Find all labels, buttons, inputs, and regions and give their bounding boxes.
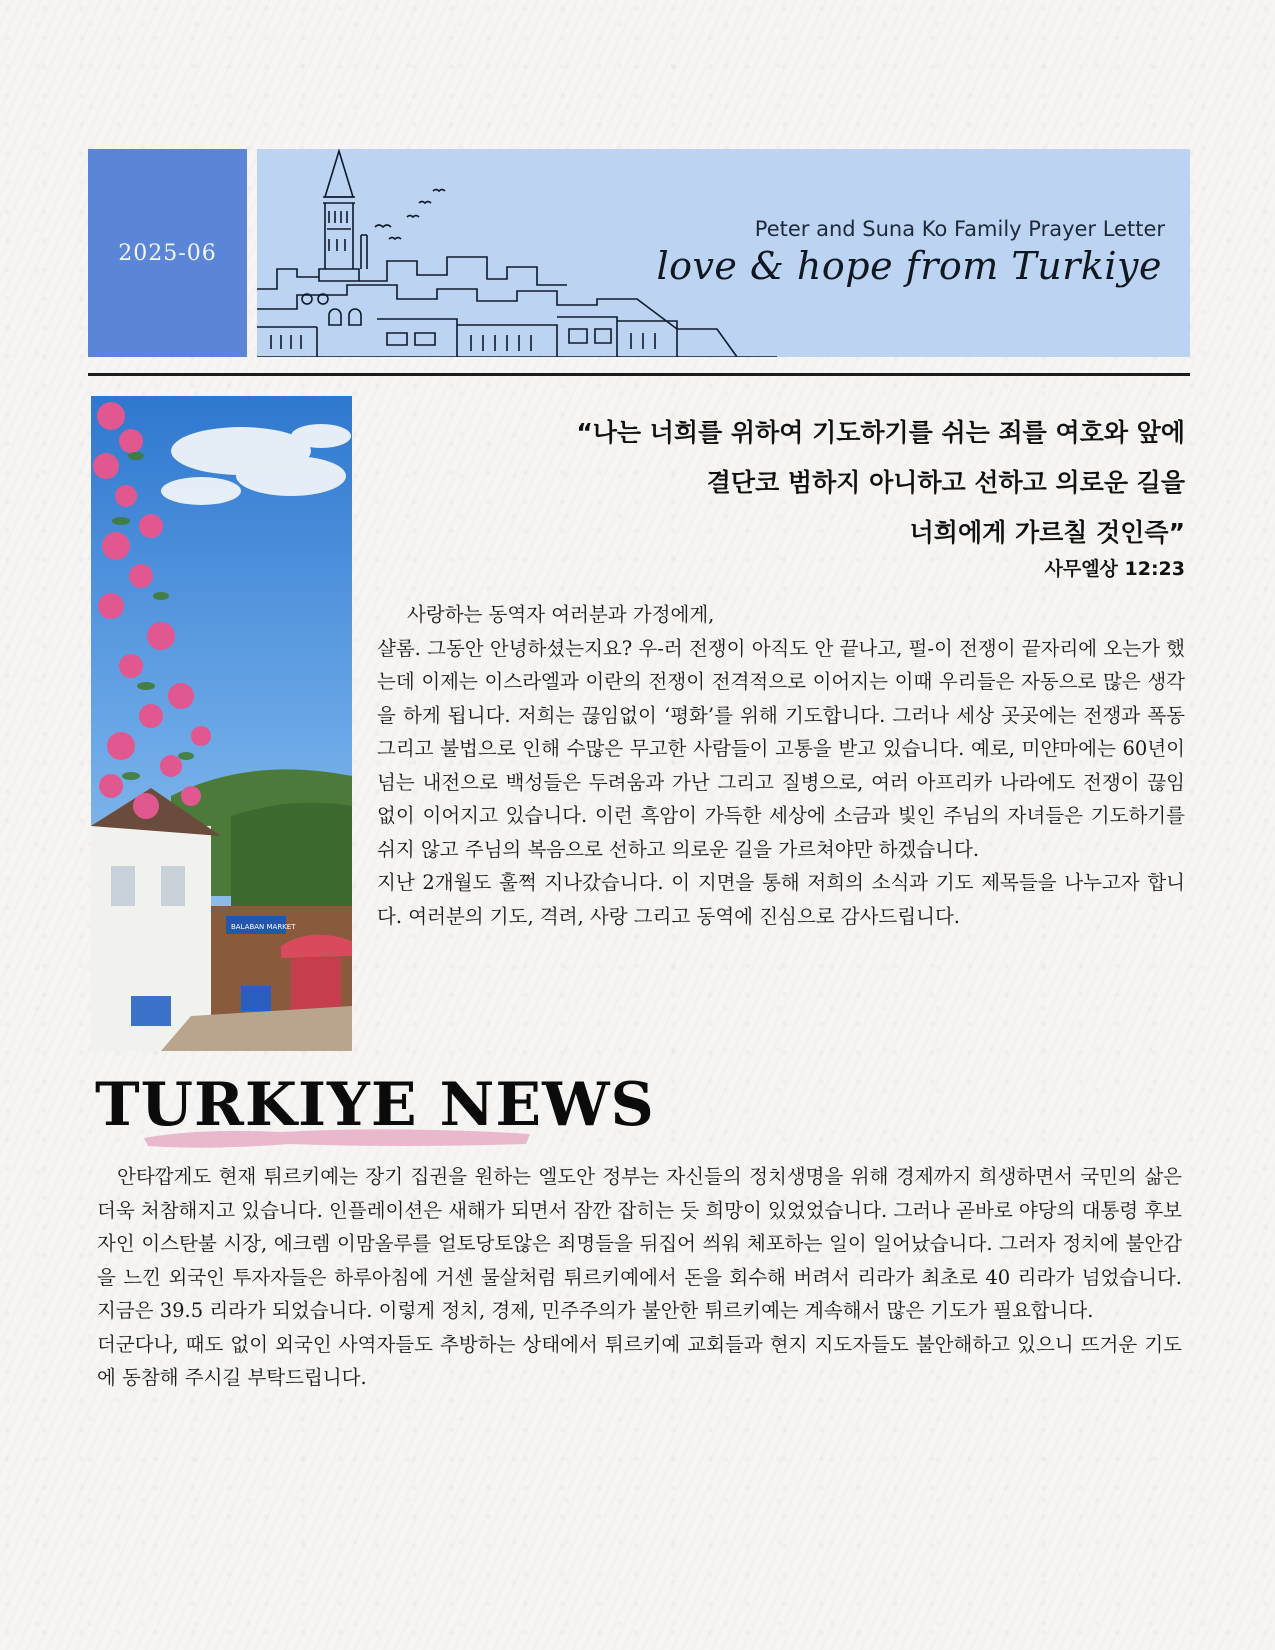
quote-line: 결단코 범하지 아니하고 선하고 의로운 길을	[706, 468, 1185, 497]
date-block	[88, 149, 247, 357]
scripture-reference: 사무엘상 12:23	[1044, 558, 1185, 580]
news-paragraph: 더군다나, 때도 없이 외국인 사역자들도 추방하는 상태에서 튀르키예 교회들과 현지 지도자들도 불안해하고 있으니 뜨거운 기도에 동참해 주시길 부탁드립니다.	[97, 1332, 1182, 1389]
letter-paragraph: 지난 2개월도 훌쩍 지나갔습니다. 이 지면을 통해 저희의 소식과 기도 제목들을 나누고자 합니다. 여러분의 기도, 격려, 사랑 그리고 동역에 진심으로 감사드립니다.	[377, 871, 1185, 928]
quote-line: 너희에게 가르칠 것인즉”	[909, 518, 1185, 547]
banner-subtitle: Peter and Suna Ko Family Prayer Letter	[754, 217, 1165, 241]
scripture-quote	[425, 408, 1185, 558]
letter-body	[377, 598, 1185, 933]
news-heading: TURKIYE NEWS	[95, 1070, 655, 1140]
header-banner	[257, 149, 1190, 357]
header-divider	[88, 373, 1190, 376]
quote-line: “나는 너희를 위하여 기도하기를 쉬는 죄를 여호와 앞에	[576, 418, 1185, 447]
street-photo	[91, 396, 352, 1051]
letter-greeting: 사랑하는 동역자 여러분과 가정에게,	[407, 603, 715, 626]
news-paragraph: 안타깝게도 현재 튀르키예는 장기 집권을 원하는 엘도안 정부는 자신들의 정치생명을 위해 경제까지 희생하면서 국민의 삶은 더욱 처참해지고 있습니다. 인플레이션은 새해가 되면서 잠깐 잡히는 듯 희망이 있었었습니다. 그러나 곧바로 야당의 대통령 후보자인 이스탄불 시장, 에크렘 이맘올루를 얼토당토않은 죄명들을 뒤집어 씌워 체포하는 일이 일어났습니다. 그러자 정치에 불안감을 느낀 외국인 투자자들은 하루아침에 거센 물살처럼 튀르키예에서 돈을 회수해 버려서 리라가 최초로 40 리라가 넘었습니다. 지금은 39.5 리라가 되었습니다. 이렇게 정치, 경제, 민주주의가 불안한 튀르키예는 계속해서 많은 기도가 필요합니다.	[97, 1165, 1182, 1322]
issue-date: 2025-06	[118, 240, 217, 266]
banner-title: love & hope from Turkiye	[656, 244, 1162, 288]
market-sign: BALABAN MARKET	[231, 923, 296, 931]
news-body	[97, 1160, 1182, 1395]
letter-paragraph: 샬롬. 그동안 안녕하셨는지요? 우-러 전쟁이 아직도 안 끝나고, 펄-이 전쟁이 끝자리에 오는가 했는데 이제는 이스라엘과 이란의 전쟁이 전격적으로 이어지는 이때 우리들은 자동으로 많은 생각을 하게 됩니다. 저희는 끊임없이 ‘평화’를 위해 기도합니다. 그러나 세상 곳곳에는 전쟁과 폭동 그리고 불법으로 인해 수많은 무고한 사람들이 고통을 받고 있습니다. 예로, 미얀마에는 60년이 넘는 내전으로 백성들은 두려움과 가난 그리고 질병으로, 여러 아프리카 나라에도 전쟁이 끊임없이 이어지고 있습니다. 이런 흑암이 가득한 세상에 소금과 빛인 주님의 자녀들은 기도하기를 쉬지 않고 주님의 복음으로 선하고 의로운 길을 가르쳐야만 하겠습니다.	[377, 636, 1185, 861]
